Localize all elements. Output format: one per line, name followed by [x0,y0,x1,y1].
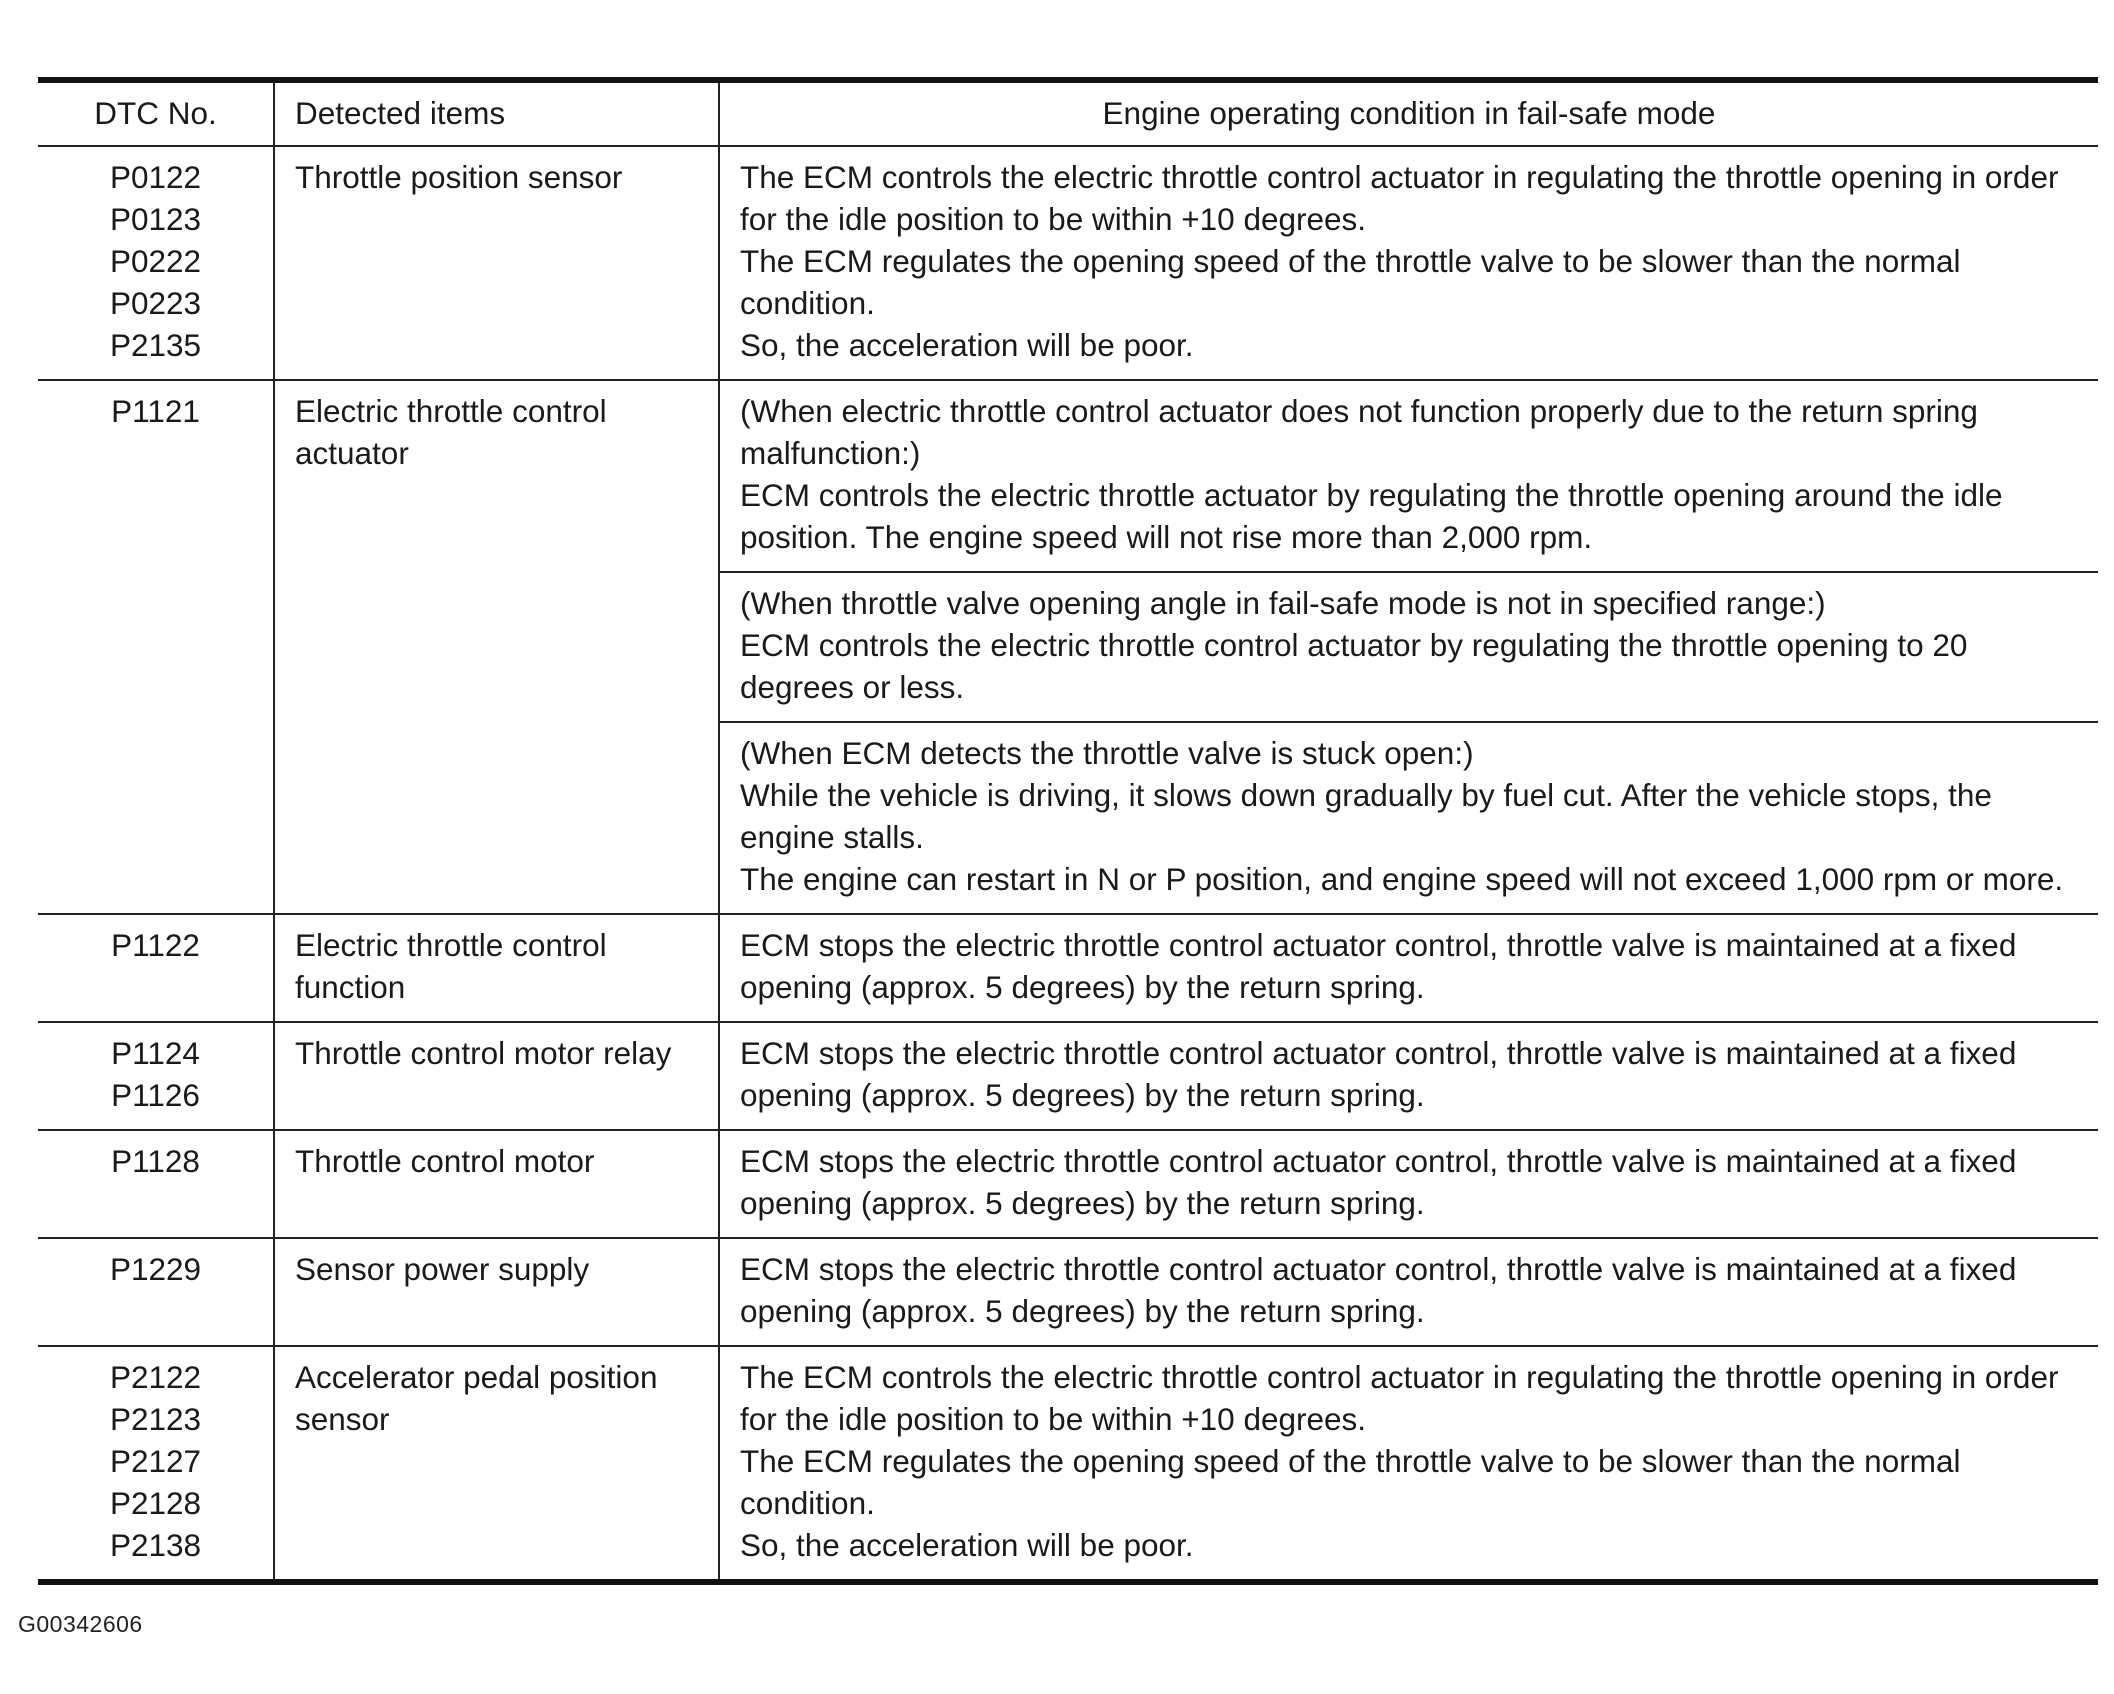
condition-text: While the vehicle is driving, it slows down gradually by fuel cut. After the vehicle stops, the engine stalls. [740,777,1992,855]
table-row [38,1130,2098,1238]
detected-item-cell: Accelerator pedal position sensor [274,1346,719,1582]
table-row [38,1346,2098,1582]
dtc-code: P2128 [109,1485,202,1521]
condition-cell [719,572,2098,722]
table-row [38,1238,2098,1346]
table-row [38,914,2098,1022]
condition-text: ECM stops the electric throttle control actuator control, throttle valve is maintained at a fixed opening (approx. 5 degrees) by the return spring. [740,1035,2017,1113]
dtc-code: P0123 [109,201,202,237]
dtc-codes-cell [38,146,274,380]
condition-text: The ECM controls the electric throttle control actuator in regulating the throttle opening in order for the idle position to be within +10 degrees. [740,159,2059,237]
table-header-row [38,80,2098,146]
condition-text: ECM controls the electric throttle control actuator by regulating the throttle opening to 20 degrees or less. [740,627,1968,705]
condition-text: The ECM regulates the opening speed of the throttle valve to be slower than the normal condition. [740,1443,1961,1521]
header-dtc-no: DTC No. [38,80,274,146]
condition-text: The engine can restart in N or P position, and engine speed will not exceed 1,000 rpm or more. [740,861,2064,897]
condition-cell [719,1022,2098,1130]
header-detected-items: Detected items [274,80,719,146]
condition-text: (When ECM detects the throttle valve is stuck open:) [740,735,1474,771]
detected-item-cell: Throttle control motor [274,1130,719,1238]
condition-text: ECM stops the electric throttle control actuator control, throttle valve is maintained at a fixed opening (approx. 5 degrees) by the return spring. [740,1143,2017,1221]
table-body [38,146,2098,1582]
dtc-code: P1121 [111,393,200,429]
dtc-codes-cell [38,1130,274,1238]
dtc-codes-cell [38,1022,274,1130]
condition-text: ECM controls the electric throttle actuator by regulating the throttle opening around the idle position. The engine speed will not rise more than 2,000 rpm. [740,477,2003,555]
condition-text: The ECM regulates the opening speed of the throttle valve to be slower than the normal condition. [740,243,1961,321]
dtc-code: P0222 [109,243,202,279]
detected-item-cell: Sensor power supply [274,1238,719,1346]
table-row [38,1022,2098,1130]
dtc-code: P2135 [109,327,202,363]
condition-text: (When electric throttle control actuator does not function properly due to the return spring malfunction:) [740,393,1978,471]
fail-safe-table [38,77,2098,1585]
condition-cell [719,722,2098,914]
dtc-code: P0122 [109,159,202,195]
dtc-code: P0223 [109,285,202,321]
condition-text: So, the acceleration will be poor. [740,1527,1194,1563]
condition-cell [719,1130,2098,1238]
detected-item-cell: Throttle position sensor [274,146,719,380]
condition-cell [719,1346,2098,1582]
dtc-code: P2138 [109,1527,202,1563]
dtc-codes-cell [38,1238,274,1346]
dtc-codes-cell [38,914,274,1022]
dtc-code: P1126 [111,1077,200,1113]
condition-text: So, the acceleration will be poor. [740,327,1194,363]
dtc-code: P1124 [111,1035,200,1071]
dtc-code: P1128 [111,1143,200,1179]
detected-item-cell: Electric throttle control actuator [274,380,719,914]
condition-text: The ECM controls the electric throttle control actuator in regulating the throttle opening in order for the idle position to be within +10 degrees. [740,1359,2059,1437]
condition-text: (When throttle valve opening angle in fail-safe mode is not in specified range:) [740,585,1826,621]
condition-cell [719,1238,2098,1346]
dtc-code: P2122 [109,1359,202,1395]
condition-cell [719,380,2098,572]
dtc-code: P2123 [109,1401,202,1437]
condition-text: ECM stops the electric throttle control actuator control, throttle valve is maintained at a fixed opening (approx. 5 degrees) by the return spring. [740,927,2017,1005]
dtc-code: P2127 [109,1443,202,1479]
detected-item-cell: Throttle control motor relay [274,1022,719,1130]
condition-cell [719,914,2098,1022]
dtc-codes-cell [38,380,274,914]
header-engine-condition: Engine operating condition in fail-safe mode [719,80,2098,146]
table-row [38,146,2098,380]
condition-text: ECM stops the electric throttle control actuator control, throttle valve is maintained at a fixed opening (approx. 5 degrees) by the return spring. [740,1251,2017,1329]
table-row [38,380,2098,572]
condition-cell [719,146,2098,380]
figure-id: G00342606 [18,1611,143,1637]
dtc-code: P1122 [111,927,200,963]
detected-item-cell: Electric throttle control function [274,914,719,1022]
dtc-code: P1229 [109,1251,202,1287]
dtc-codes-cell [38,1346,274,1582]
